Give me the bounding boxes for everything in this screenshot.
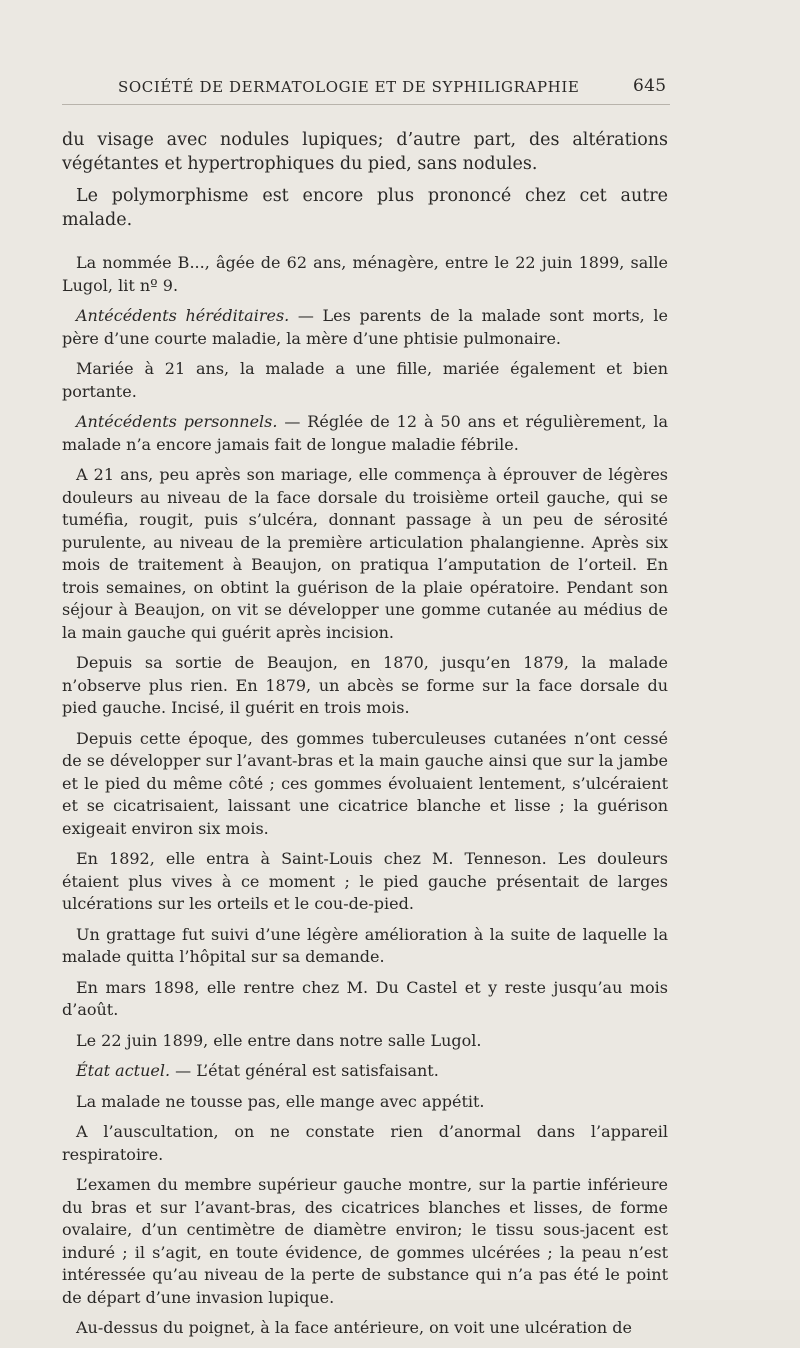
- paragraph-depuis-beaujon: Depuis sa sortie de Beaujon, en 1870, jusqu’en 1879, la malade n’observe plus rien. En 1879, un abcès se forme sur la face dorsale du pied gauche. Incisé, il guérit en trois mois.: [62, 653, 668, 717]
- paragraph-text-personnels: — Réglée de 12 à 50 ans et régulièrement, la malade n’a encore jamais fait de longue maladie fébrile.: [62, 412, 669, 454]
- body-text: [62, 128, 668, 1348]
- paragraph-1892: En 1892, elle entra à Saint-Louis chez M. Tenneson. Les douleurs étaient plus vives à ce moment ; le pied gauche présentait de larges ulcérations sur les orteils et le cou-de-pied.: [62, 849, 668, 913]
- paragraph-mars-1898: En mars 1898, elle rentre chez M. Du Castel et y reste jusqu’au mois d’août.: [62, 977, 668, 1019]
- paragraph-toux: La malade ne tousse pas, elle mange avec appétit.: [76, 1091, 485, 1111]
- paragraph-etat-actuel: [62, 1060, 668, 1083]
- section-label-hereditaires: Antécédents héréditaires.: [76, 306, 290, 325]
- section-label-personnels: Antécédents personnels.: [76, 412, 278, 431]
- paragraph-antecedents-personnels: [62, 411, 668, 456]
- paragraph-history-21-ans: A 21 ans, peu après son mariage, elle commença à éprouver de légères douleurs au niveau de la face dorsale du troisième orteil gauche, qui se tuméfia, rougit, puis s’ulcéra, donnant passage à un peu de sérosité purulente, au niveau de la première articulation phalangienne. Après six mois de traitement à Beaujon, on pratiqua l’amputation de l’orteil. En trois semaines, on obtint la guérison de la plaie opératoire. Pendant son séjour à Beaujon, on vit se développer une gomme cutanée au médius de la main gauche qui guérit après incision.: [62, 465, 668, 642]
- paragraph-examen: L’examen du membre supérieur gauche montre, sur la partie inférieure du bras et sur l’avant-bras, des cicatrices blanches et lisses, de forme ovalaire, d’un centimètre de diamètre environ; le tissu sous-jacent est induré ; il s’agit, en toute évidence, de gommes ulcérées ; la peau n’est intéressée qu’au niveau de la perte de substance qui n’a pas été le point de départ d’une invasion lupique.: [62, 1175, 668, 1307]
- header-rule: [62, 104, 670, 105]
- paragraph-patient-intro: La nommée B..., âgée de 62 ans, ménagère, entre le 22 juin 1899, salle Lugol, lit nº 9.: [62, 253, 668, 295]
- paragraph-gommes: Depuis cette époque, des gommes tuberculeuses cutanées n’ont cessé de se développer sur l’avant-bras et la main gauche ainsi que sur la jambe et le pied du même côté ; ces gommes évoluaient lentement, s’ulcéraient et se cicatrisaient, laissant une cicatrice blanche et lisse ; la guérison exigeait environ six mois.: [62, 728, 668, 838]
- paragraph-visage: du visage avec nodules lupiques; d’autre part, des altérations végétantes et hypertrophiques du pied, sans nodules.: [62, 130, 668, 174]
- paragraph-auscultation: A l’auscultation, on ne constate rien d’anormal dans l’appareil respiratoire.: [62, 1122, 668, 1164]
- paragraph-grattage: Un grattage fut suivi d’une légère amélioration à la suite de laquelle la malade quitta l’hôpital sur sa demande.: [62, 924, 668, 966]
- section-label-etat-actuel: État actuel.: [76, 1061, 171, 1080]
- paragraph-text-hereditaires: — Les parents de la malade sont morts, le père d’une courte maladie, la mère d’une phtisie pulmonaire.: [62, 306, 668, 348]
- page-number: 645: [633, 76, 667, 96]
- paragraph-text-etat-actuel: — L’état général est satisfaisant.: [170, 1061, 439, 1080]
- paragraph-antecedents-hereditaires: [62, 305, 668, 350]
- paragraph-au-dessus-poignet: Au-dessus du poignet, à la face antérieure, on voit une ulcération de: [76, 1318, 632, 1337]
- paragraph-mariee: Mariée à 21 ans, la malade a une fille, mariée également et bien portante.: [62, 359, 668, 401]
- paragraph-polymorphisme: Le polymorphisme est encore plus prononcé chez cet autre malade.: [62, 186, 668, 230]
- running-head: [0, 78, 800, 102]
- running-title: SOCIÉTÉ DE DERMATOLOGIE ET DE SYPHILIGRAPHIE: [118, 78, 580, 96]
- paragraph-22-juin: Le 22 juin 1899, elle entre dans notre salle Lugol.: [76, 1030, 482, 1050]
